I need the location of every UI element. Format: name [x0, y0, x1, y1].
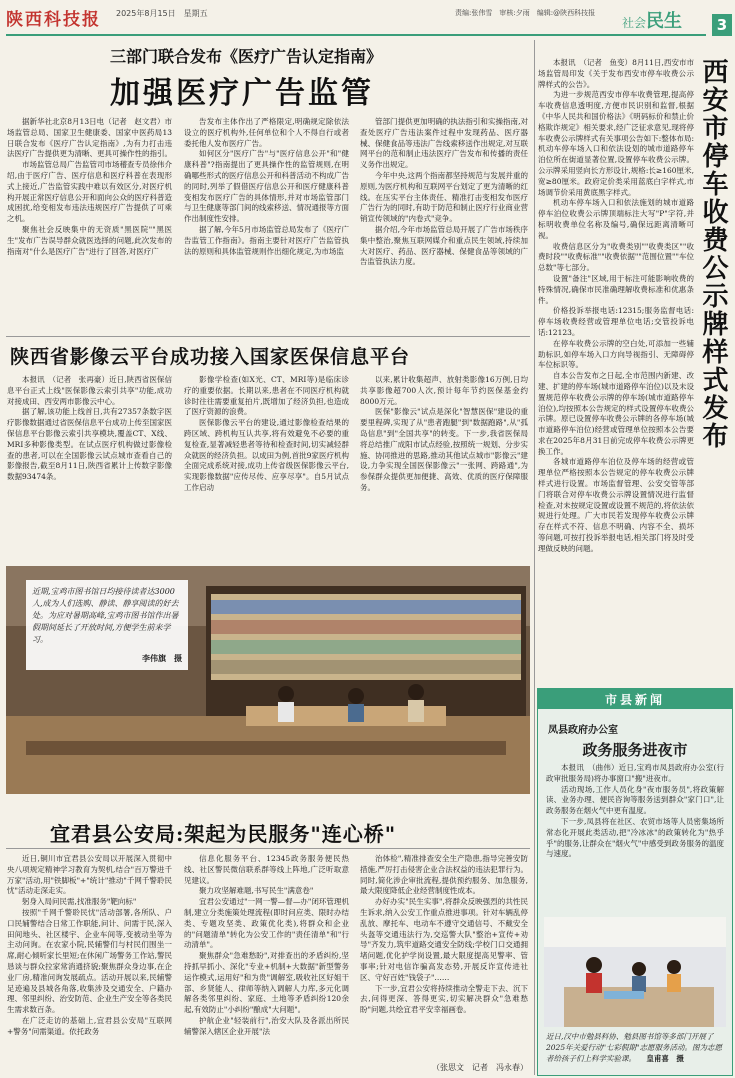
library-caption-text: 近期,宝鸡市图书馆日均接待读者达3000人,成为人们选购、静读、静享阅读的好去处。为应对暑期高峰,宝鸡市图书馆作出暑假期间延长了开放时间,方便学生前来学习。 — [32, 587, 179, 644]
news-box-kicker: 凤县政府办公室 — [548, 725, 618, 736]
article2-headline: 陕西省影像云平台成功接入国家医保信息平台 — [10, 346, 411, 368]
article3-column-1: 近日,铜川市宜君县公安局以开展深入贯彻中央八项规定精神学习教育为契机,结合"百万警进千万家"活动,用"铁脚板"+"统计"推动"千网千警聆民忧"活动走深走实。 躬身入局问民需,找准服务"靶向标" 按照"千网千警聆民忧"活动部署,各所队、户口民辅警结合日常工作职能,问计、问需于民,深入田间地头、社区楼宇、企业车间等,变被动坐等为主动问询。在农家小院,民辅警们与村民们围坐一席,耐心倾听家长里短;在休闲广场警务工作站,警民恳谈与群众拉家常消通挤貌;聚焦群众身边事,在企业厂房,精准问询发展疏点。活动开展以来,民辅警足迹遍及县城各角落,收集涉及交通安全、户籍办理、邻里纠纷、治安防范、企业生产安全等各类民生需求数百条。 在广泛走访的基础上,宜君县公安局"互联网+警务"问需渠道。依托政务 — [7, 854, 172, 1036]
masthead — [0, 0, 735, 38]
science-photo-caption — [546, 1031, 724, 1064]
page-number: 3 — [712, 14, 732, 36]
article3-byline: （张思文 记者 冯永春） — [432, 1063, 528, 1072]
article2-column-3: 以来,累计收集超声、放射类影像16万例,日均共享影像超700人次,预计每年节约医保基金约8000万元。 医保"影像云"试点是深化"智慧医保"建设的重要里程碑,实现了从"患者跑腿"到"数据跑路",从"孤岛信息"到"全国共享"的转变。下一步,我省医保局将总结推广成阳市试点经验,按照统一规划、分步实施、协同推进的思路,推动其他试点城市"影像云"建设,力争实现全国医保影像云"一张网、跨路通",为参保群众提供更加便捷、高效、优质的医疗保障服务。 — [360, 375, 528, 492]
article1-column-1: 据新华社北京8月13日电（记者 赵文君）市场监管总局、国家卫生健康委、国家中医药局13日联合发布《医疗广告认定指南》,为有力打击违法医疗广告提供更为清晰、更具可操作性的指引。 市场监管总局广告监管司市场稽查专员徐伟介绍,由于医疗广告、医疗信息和医疗科普在表现形式上接近,广告监管实践中难以有效区分,对医疗机构开展正常医疗信息公开和面向公众的医疗科普造成困扰,给变相发布违法违规医疗广告提供了可乘之机。 聚焦社会反映集中的无资质"黑医院""黑医生"发布广告误导群众就医选择的问题,此次发布的指南对"什么是医疗广告"进行了回答,对医疗广 — [7, 117, 172, 256]
article4-vertical-headline: 西安市停车收费公示牌样式发布 — [698, 58, 728, 450]
divider-1 — [6, 336, 530, 337]
article3-column-2: 信息化服务平台、12345政务服务便民热线、社区警民微信联系群等线上阵地,广泛听取意见建议。 聚力攻坚解难题,书写民生"满意卷" 宜君公安通过"一网一警—督—办"闭环管理机制,建立分类施策处理流程(即时问应类、限时办结类、专题攻坚类、政策优化类),将群众和企业的"问题清单"转化为公安工作的"责任清单"和"行动清单"。 聚焦群众"急难愁盼",对排查出的矛盾纠纷,坚持抓早抓小、深化"专业+机制+大数据"新型警务运作模式,运用好"和为贵"调解室,吸收社区好姐干部、乡贤能人、律师等纳入调解人力库,多元化调解各类邻里纠纷、家庭、土地等矛盾纠纷120余起,有效防止"小纠纷"酿成"大问题"。 护航企业"轻装前行",治安大队及各派出所民辅警深入辖区企业开展"法 — [184, 854, 349, 1036]
newspaper-title: 陕西科技报 — [6, 10, 101, 30]
article2-column-2: 影像学检查(如X光、CT、MRI等)是临床诊疗的重要依据。长期以来,患者在不同医疗机构就诊时往往需要重复拍片,既增加了经济负担,也造成了医疗资源的浪费。 医保影像云平台的建设,通过影像检查结果的跨区域、跨机构互认共享,将有效避免不必要的重复检查,显著减轻患者等待和检查时间,切实减轻群众就医的经济负担。以成田为例,首批9家医疗机构全面完成系统对接,成功上传省级医保影像云平台,实现影像数据"应传尽传、应享尽享"。自5月试点工作启动 — [184, 375, 349, 492]
library-photo-caption — [26, 580, 188, 670]
classroom-scene-illustration — [544, 917, 726, 1027]
science-photo-credit: 皇甫喜 摄 — [646, 1054, 684, 1063]
article1-column-2: 告发布主体作出了严格限定,明确规定除依法设立的医疗机构外,任何单位和个人不得自行或者委托他人发布医疗广告。 如何区分"医疗广告"与"医疗信息公开"和"健康科普"?指南提出了更具操作性的监管规则,在明确哪些形式的医疗信息公开和科普活动不构成广告的同时,列举了假借医疗信息公开和医疗健康科普变相发布医疗广告的具体情形,并对市场监管部门与卫生健康等部门间的线索移送、情况通报等方面作出制度性安排。 据了解,今年5月市场监管总局发布了《医疗广告监管工作指南》。指南主要针对医疗广告监管执法的原则和具体监管规则作出细化规定,为市场监 — [184, 117, 349, 256]
section-prefix: 社会 — [622, 16, 647, 30]
section-main: 民生 — [646, 11, 683, 32]
article1-kicker: 三部门联合发布《医疗广告认定指南》 — [110, 47, 383, 66]
article3-headline: 宜君县公安局:架起为民服务"连心桥" — [50, 822, 397, 846]
column-separator — [534, 40, 535, 1075]
science-class-photo — [544, 917, 726, 1027]
news-box-title: 市县新闻 — [604, 693, 665, 707]
masthead-rule — [6, 34, 706, 36]
article3-column-3: 治体检",精准排查安全生产隐患,指导完善安防措施,严厉打击侵害企业合法权益的违法犯罪行为。同时,简化涉企审批流程,提供预约服务、加急服务,最大限度降低企业经营制度性成本。 办好办实"民生实事",将群众反映强烈的共性民生诉求,纳入公安工作重点推进事项。针对车辆乱停乱放、摩托车、电动车不遵守交通信号、不戴安全头盔等交通违法行为,交巡警大队"整治+宣传+劝导"齐发力,筑牢道路交通安全防线;学校门口交通拥堵问题,优化护学岗设置,最大限度提高见警率、管事率;针对电信诈骗高发态势,开展反诈宣传进社区、守好百姓"钱袋子"…… 下一步,宜君公安将持续推动全警走下去、沉下去,问得更深、答得更实,切实解决群众"急难愁盼"问题,共绘宜君平安幸福画卷。 — [360, 854, 528, 1015]
news-box-body: 本报讯 （曲伟）近日,宝鸡市凤县政府办公室(行政审批服务局)将办事窗口"搬"进夜市。 活动现场,工作人员化身"夜市服务员",将政策解读、业务办理、便民咨询等服务送到群众"家门口",让政务服务在烟火气中更有温度。 下一步,凤县将在社区、农贸市场等人员密集场所常态化开展此类活动,把"冷冰冰"的政策转化为"热乎乎"的服务,让群众在"烟火气"中感受到政务服务的温度与速度。 — [546, 763, 724, 859]
divider-2 — [6, 848, 530, 849]
editors-line: 责编:张伟雪 审核:夕雨 编辑:@陕西科技报 — [455, 9, 596, 17]
article2-column-1: 本报讯 （记者 张再豪）近日,陕西省医保信息平台正式上线"医保影像云索引共享"功能,成功对接成田、西安两市影像云中心。 据了解,该功能上线首日,共有27357条数字医疗影像数据通过省医保信息平台成功上传至国家医保信息平台影像云索引共享模块,覆盖CT、X线、MRI多种影像类型。在试点医疗机构做过影像检查的患者,可以在全国影像云试点城市查看自己的影像报告,截至8月11日,陕西省累计上传数字影像数据93474条。 — [7, 375, 172, 482]
library-photo — [6, 566, 530, 794]
library-photo-credit: 李伟旗 摄 — [142, 653, 182, 663]
news-box-headline: 政务服务进夜市 — [582, 741, 688, 759]
science-caption-text: 近日,汉中市勉县科协、勉县图书馆等多部门开展了2025年关爱行动"七彩假期"志愿服务活动。图为志愿者给孩子们上科学实验课。 — [546, 1032, 722, 1063]
article1-headline: 加强医疗广告监管 — [110, 76, 374, 111]
article1-column-3: 管部门提供更加明确的执法指引和实操指南,对查处医疗广告违法案件过程中发现药品、医疗器械、保健食品等违法广告线索移送作出规定,对互联网平台的范和制止违法医疗广告发布和传播的责任义务作出规定。 今年中央,这两个指南都坚持规范与发展并重的原则,为医疗机构和互联网平台划定了更为清晰的红线。在压实平台主体责任、精准打击变相发布医疗广告行为的同时,有助于防范和制止医疗行业商业营销宣传领域的"内卷式"竞争。 据介绍,今年市场监管总局开展了广告市场秩序集中整治,聚焦互联网媒介和重点民生领域,持续加大对医疗、药品、医疗器械、保健食品等领域的广告监管执法力度。 — [360, 117, 528, 267]
section-label — [622, 7, 682, 33]
article4-body: 本报讯 （记者 鱼变）8月11日,西安市市场监管局印发《关于发布西安市停车收费公示牌样式的公告》。 为进一步规范西安市停车收费管理,提高停车收费信息透明度,方便市民识别和监督,根据《中华人民共和国价格法》《明码标价和禁止价格欺诈规定》相关要求,经广泛征求意见,现将停车收费公示牌样式有关事项公告如下:整体布局:机动车停车场入口和依法设划的城市道路停车泊位所在街道显著位置,设置停车收费公示牌。公示牌采用竖向长方形设计,规格:长≥160厘米,宽≥80厘米。政府定价类采用蓝底白字样式,市场调节价采用黄底黑字样式。 机动车停车场入口和依法施划的城市道路停车泊位收费公示牌顶端标注大写"P"字符,并标明收费单位名称及编号,确保远距离清晰可视。 收费信息区分为"收费类别""收费类区""收费时段""收费标准""收费依据""范围位置""车位总数"等七部分。 设置"备注"区域,用于标注可能影响收费的特殊情况,确保市民准确理解收费标准和优惠条件。 价格投诉举报电话:12315;服务监督电话:停车场收费经营或管理单位电话;交管投诉电话:12123。 在停车收费公示牌的空白处,可添加一些辅助标识,如停车场入口方向导视指引、无障碍停车位标识等。 自本公告发布之日起,全市范围内新建、改建、扩建的停车场(城市道路停车泊位)以及未设置规范停车收费公示牌的停车场(城市道路停车泊位),均按照本公告规定的样式设置停车收费公示牌。原已设置停车收费公示牌的各停车场(城市道路停车泊位)经营或管理单位按照本公告要求在2025年8月31日前完成停车收费公示牌更换工作。 各城市道路停车泊位及停车场的经营或管理单位严格按照本公告规定的停车收费公示牌样式进行设置。市场监督管理、公安交管等部门将联合对停车收费公示牌设置情况进行监督检查,对未按规定设置或设置不规范的,将依法依规进行处理。广大市民若发现停车收费公示牌存在样式不符、信息不明确、内容不全、损坏等问题,可按打投诉举报电话,相关部门将及时受理做反映的问题。 — [538, 58, 694, 553]
issue-date: 2025年8月15日 星期五 — [116, 9, 208, 18]
county-news-box — [537, 688, 733, 1076]
